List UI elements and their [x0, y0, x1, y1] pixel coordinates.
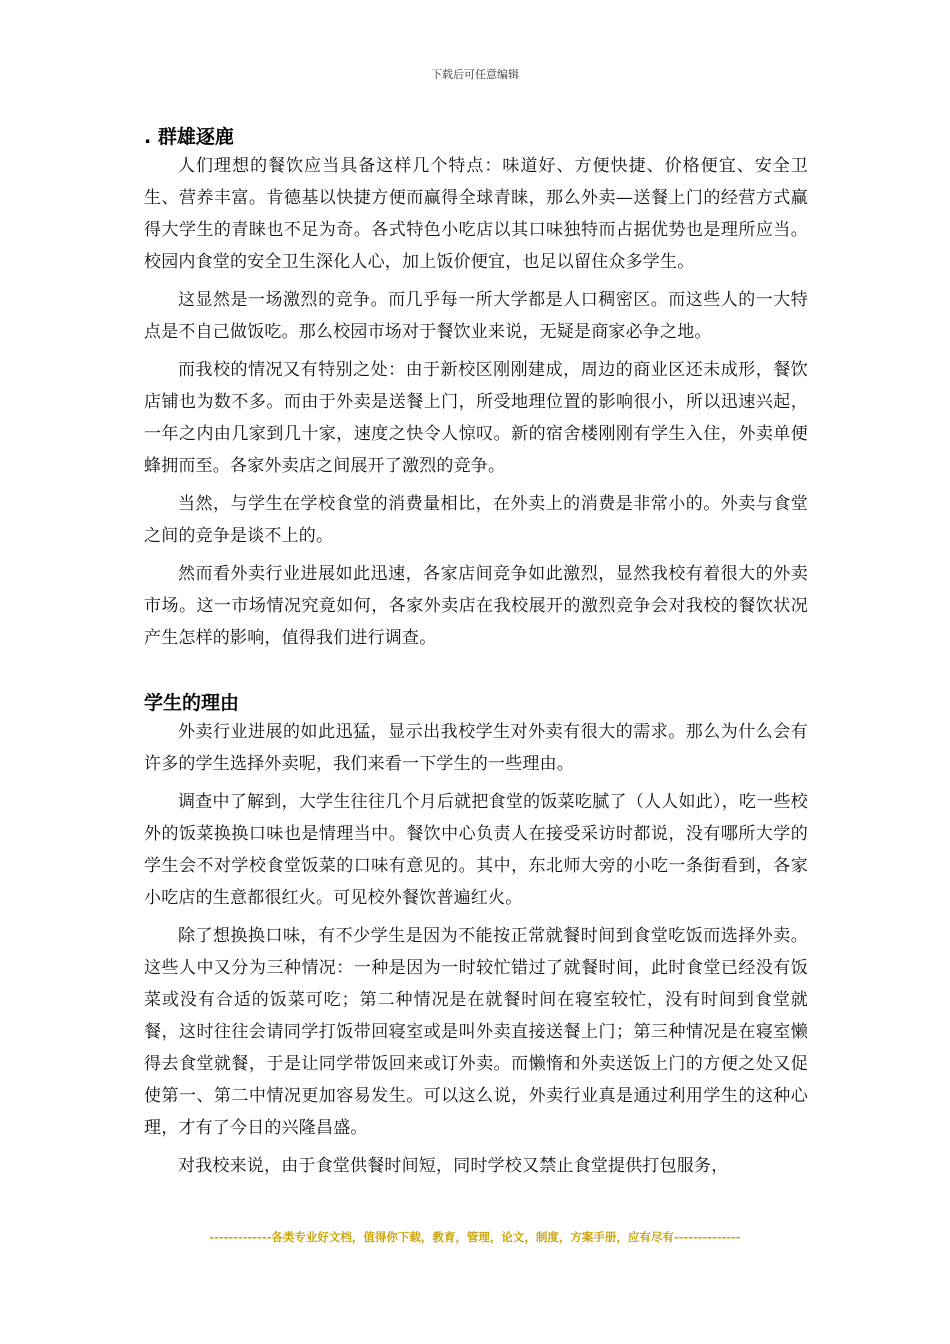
paragraph: 然而看外卖行业进展如此迅速，各家店间竞争如此激烈，显然我校有着很大的外卖市场。这一市场情况究竟如何，各家外卖店在我校展开的激烈竞争会对我校的餐饮状况产生怎样的影响，值得我们进行调查。 [144, 564, 808, 648]
paragraph: 当然，与学生在学校食堂的消费量相比，在外卖上的消费是非常小的。外卖与食堂之间的竞争是谈不上的。 [144, 494, 808, 546]
footer-note: -------------各类专业好文档，值得你下载，教育，管理，论文，制度，方案手册，应有尽有-------------- [209, 1230, 741, 1244]
section-heading-1: . 群雄逐鹿 [144, 126, 234, 148]
paragraph: 外卖行业进展的如此迅猛，显示出我校学生对外卖有很大的需求。那么为什么会有许多的学生选择外卖呢，我们来看一下学生的一些理由。 [144, 722, 808, 774]
paragraph: 人们理想的餐饮应当具备这样几个特点：味道好、方便快捷、价格便宜、安全卫生、营养丰富。肯德基以快捷方便而赢得全球青睐，那么外卖—送餐上门的经营方式赢得大学生的青睐也不足为奇。各式特色小吃店以其口味独特而占据优势也是理所应当。校园内食堂的安全卫生深化人心，加上饭价便宜，也足以留住众多学生。 [144, 156, 808, 272]
paragraph: 这显然是一场激烈的竞争。而几乎每一所大学都是人口稠密区。而这些人的一大特点是不自己做饭吃。那么校园市场对于餐饮业来说，无疑是商家必争之地。 [144, 290, 808, 342]
section-heading-2: 学生的理由 [144, 692, 240, 714]
paragraph: 对我校来说，由于食堂供餐时间短，同时学校又禁止食堂提供打包服务， [178, 1156, 729, 1176]
paragraph: 而我校的情况又有特别之处：由于新校区刚刚建成，周边的商业区还未成形，餐饮店铺也为数不多。而由于外卖是送餐上门，所受地理位置的影响很小，所以迅速兴起，一年之内由几家到几十家，速度之快令人惊叹。新的宿舍楼刚刚有学生入住，外卖单便蜂拥而至。各家外卖店之间展开了激烈的竞争。 [144, 360, 808, 476]
section-spacer [144, 660, 808, 690]
paragraph: 调查中了解到，大学生往往几个月后就把食堂的饭菜吃腻了（人人如此），吃一些校外的饭菜换换口味也是情理当中。餐饮中心负责人在接受采访时都说，没有哪所大学的学生会不对学校食堂饭菜的口味有意见的。其中，东北师大旁的小吃一条街看到，各家小吃店的生意都很红火。可见校外餐饮普遍红火。 [144, 792, 808, 908]
document-body [144, 124, 808, 1188]
paragraph: 除了想换换口味，有不少学生是因为不能按正常就餐时间到食堂吃饭而选择外卖。这些人中又分为三种情况：一种是因为一时较忙错过了就餐时间，此时食堂已经没有饭菜或没有合适的饭菜可吃；第二种情况是在就餐时间在寝室较忙，没有时间到食堂就餐，这时往往会请同学打饭带回寝室或是叫外卖直接送餐上门；第三种情况是在寝室懒得去食堂就餐，于是让同学带饭回来或订外卖。而懒惰和外卖送饭上门的方便之处又促使第一、第二中情况更加容易发生。可以这么说，外卖行业真是通过利用学生的这种心理，才有了今日的兴隆昌盛。 [144, 926, 808, 1138]
header-note: 下载后可任意编辑 [431, 68, 519, 81]
